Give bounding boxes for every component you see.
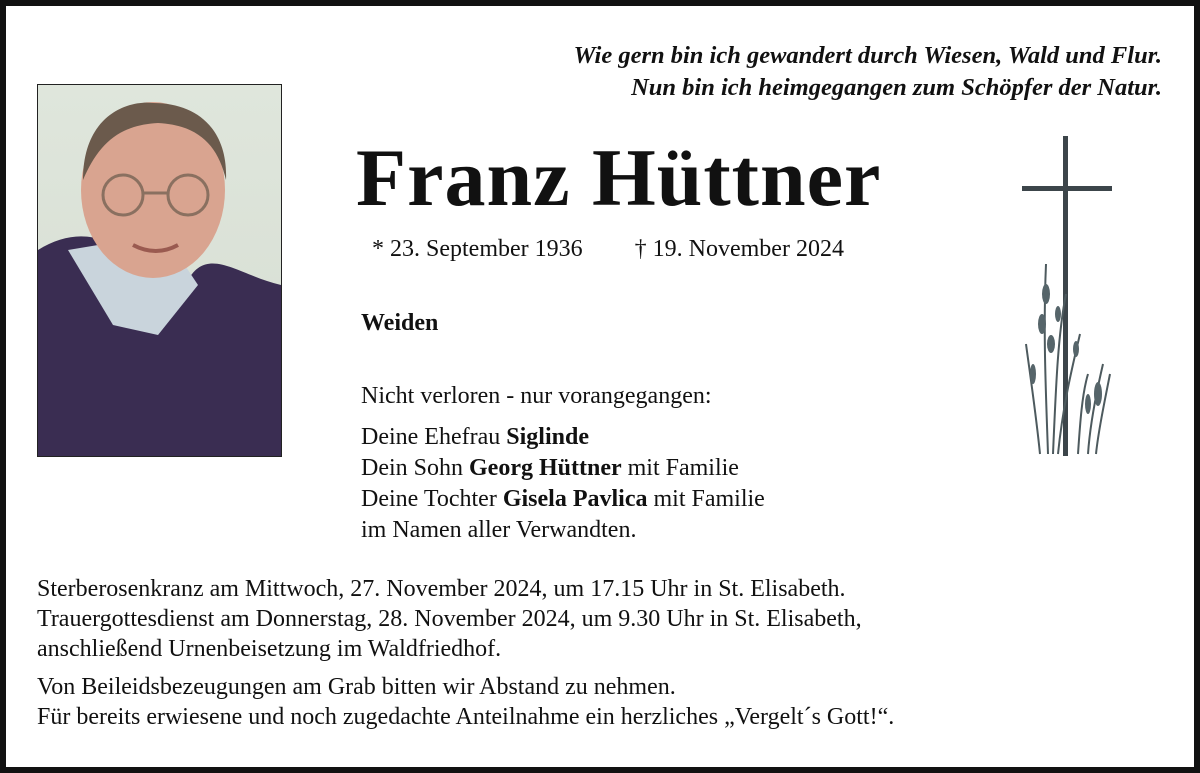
family-block <box>361 381 765 546</box>
city: Weiden <box>361 310 439 336</box>
death-date: † 19. November 2024 <box>634 236 844 262</box>
quote-line-1: Wie gern bin ich gewandert durch Wiesen, Wald und Flur. <box>573 42 1162 69</box>
portrait-photo <box>37 84 282 457</box>
quote <box>574 40 1162 104</box>
family-son <box>361 453 765 484</box>
daughter-name: Gisela Pavlica <box>502 486 648 512</box>
family-closing: im Namen aller Verwandten. <box>361 517 637 543</box>
deceased-name: Franz Hüttner <box>356 132 882 223</box>
service-notices <box>37 574 894 732</box>
family-daughter <box>361 484 765 515</box>
label: Deine Ehefrau <box>361 424 507 450</box>
quote-line-2: Nun bin ich heimgegangen zum Schöpfer der Natur. <box>631 74 1162 101</box>
label: mit Familie <box>647 486 765 512</box>
label: Deine Tochter <box>361 486 503 512</box>
life-dates <box>372 236 896 263</box>
label: mit Familie <box>621 455 739 481</box>
label: Dein Sohn <box>361 455 469 481</box>
family-intro: Nicht verloren - nur vorangegangen: <box>361 383 712 409</box>
cross-with-grass-icon <box>1018 134 1118 459</box>
notice-rosary: Sterberosenkranz am Mittwoch, 27. November 2024, um 17.15 Uhr in St. Elisabeth. <box>37 576 846 602</box>
son-name: Georg Hüttner <box>469 455 622 481</box>
family-wife <box>361 422 765 453</box>
notice-burial: anschließend Urnenbeisetzung im Waldfriedhof. <box>37 636 502 662</box>
birth-date: * 23. September 1936 <box>372 236 583 262</box>
notice-thanks: Für bereits erwiesene und noch zugedachte Anteilnahme ein herzliches „Vergelt´s Gott!“. <box>37 704 895 730</box>
notice-condolences: Von Beileidsbezeugungen am Grab bitten wir Abstand zu nehmen. <box>37 674 676 700</box>
wife-name: Siglinde <box>506 424 589 450</box>
notice-funeral-mass: Trauergottesdienst am Donnerstag, 28. November 2024, um 9.30 Uhr in St. Elisabeth, <box>37 606 862 632</box>
